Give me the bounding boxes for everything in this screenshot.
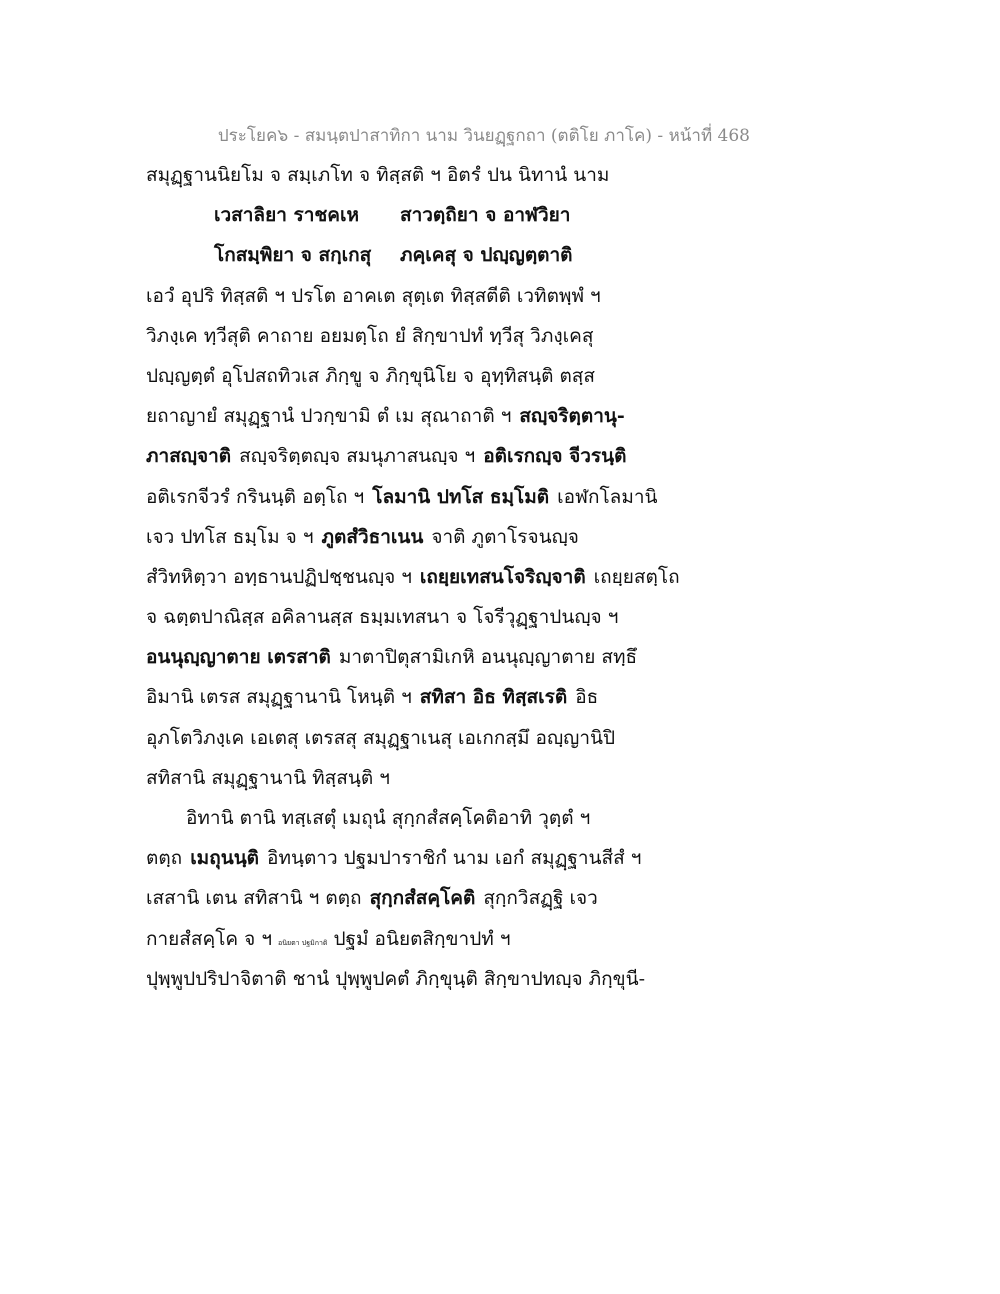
bold-term: ภูตสํวิธาเนน [321,525,424,548]
text-line [146,522,686,562]
bold-term: อนนุญฺญาตาย เตรสาติ [146,646,331,669]
text-span: วิภงฺเค ทฺวีสุติ คาถาย อยมตฺโถ ยํ สิกฺขาปทํ ทฺวีสุ วิภงฺเคสุ [146,324,594,347]
text-span: อิทานิ ตานิ ทสฺเสตุํ เมถุนํ สุกฺกสํสคฺโคติอาทิ วุตฺตํ ฯ [186,807,591,829]
text-span: สมุฏฺฐานนิยโม จ สมฺเภโท จ ทิสฺสติ ฯ อิตรํ ปน นิทานํ นาม [146,164,610,186]
text-span: กายสํสคฺโค จ ฯ [146,927,273,950]
bold-term: สุกฺกสํสคฺโคติ [369,887,476,910]
text-line [146,321,686,361]
text-span: ตตฺถ [146,847,183,870]
text-span: อิธ [575,686,599,709]
text-span: ปฐมํ อนิยตสิกฺขาปทํ ฯ [333,927,511,950]
bold-term: สญฺจริตฺตานุ- [519,405,625,428]
text-line [146,642,686,682]
text-line [146,401,686,441]
running-header: ประโยค๖ - สมนฺตปาสาทิกา นาม วินยฏฺฐกถา (ตติโย ภาโค) - หน้าที่ 468 [217,126,750,146]
text-span: เอวํ อุปริ ทิสฺสติ ฯ ปรโต อาคเต สุตฺเต ทิสฺสตีติ เวทิตพฺพํ ฯ [146,284,601,307]
verse-line [146,200,686,240]
text-line [146,160,686,200]
text-span: อติเรกจีวรํ กรินนฺติ อตฺโถ ฯ [146,485,365,508]
text-line [146,883,686,923]
text-line [146,803,686,843]
text-span: สํวิทหิตฺวา อทฺธานปฏิปชฺชนญฺจ ฯ [146,565,412,588]
text-line [146,482,686,522]
text-line [146,763,686,803]
text-line [146,441,686,481]
verse-part: โกสมฺพิยา จ สกฺเกสุ [214,244,372,267]
text-span: มาตาปิตุสามิเกหิ อนนุญฺญาตาย สทฺธึ [338,646,638,669]
text-span: อุภโตวิภงฺเค เอเตสุ เตรสสุ สมุฏฺฐาเนสุ เอเกกสฺมึ อญฺญานิปิ [146,726,616,749]
text-span: จาติ ภูตาโรจนญฺจ [431,525,579,548]
text-span: อิมานิ เตรส สมุฏฺฐานานิ โหนฺติ ฯ [146,686,412,709]
text-span: ยถาญายํ สมุฏฺฐานํ ปวกฺขามิ ตํ เม สุณาถาติ ฯ [146,405,512,428]
text-span: สทิสานิ สมุฏฺฐานานิ ทิสฺสนฺติ ฯ [146,766,390,789]
bold-term: เมถุนนฺติ [190,847,260,870]
text-span: เอฬกโลมานิ [557,485,658,508]
verse-part: สาวตฺถิยา จ อาฬวิยา [400,204,571,227]
text-line [146,602,686,642]
text-line [146,682,686,722]
text-span: ปญฺญตฺตํ อุโปสถทิวเส ภิกฺขู จ ภิกฺขุนิโย จ อุทฺทิสนฺติ ตสฺส [146,364,595,387]
text-span: อิทนฺตาว ปฐมปาราชิกํ นาม เอกํ สมุฏฺฐานสีสํ ฯ [267,847,642,870]
text-line [146,281,686,321]
text-span: สญฺจริตฺตญฺจ สมนุภาสนญฺจ ฯ [239,445,476,468]
text-span: ปุพฺพูปปริปาจิตาติ ชานํ ปุพฺพูปคตํ ภิกฺขุนฺติ สิกฺขาปทญฺจ ภิกฺขุนี- [146,967,646,990]
bold-term: ภาสญฺจาติ [146,445,232,468]
verse-line [146,240,686,280]
text-line [146,723,686,763]
text-line [146,562,686,602]
text-span: เถยฺยสตฺโถ [593,565,680,588]
text-line [146,964,686,1004]
verse-part: เวสาลิยา ราชคเห [214,204,359,227]
inline-note: อนิยตา ปฐมิกาติ [278,938,328,947]
text-line [146,843,686,883]
text-line [146,924,686,964]
text-line [146,361,686,401]
bold-term: สทิสา อิธ ทิสฺสเรติ [419,686,568,709]
text-span: เจว ปทโส ธมฺโม จ ฯ [146,525,314,548]
bold-term: เถยฺยเทสนโจริญฺจาติ [419,565,586,588]
text-span: จ ฉตฺตปาณิสฺส อคิลานสฺส ธมฺมเทสนา จ โจรีวุฏฺฐาปนญฺจ ฯ [146,606,619,629]
verse-part: ภคฺเคสุ จ ปญฺญตฺตาติ [400,244,573,267]
body-text [146,160,686,1004]
bold-term: โลมานิ ปทโส ธมฺโมติ [372,485,550,508]
text-span: สุกฺกวิสฏฺฐิ เจว [483,887,598,910]
text-span: เสสานิ เตน สทิสานิ ฯ ตตฺถ [146,887,362,910]
bold-term: อติเรกญฺจ จีวรนฺติ [483,445,627,468]
